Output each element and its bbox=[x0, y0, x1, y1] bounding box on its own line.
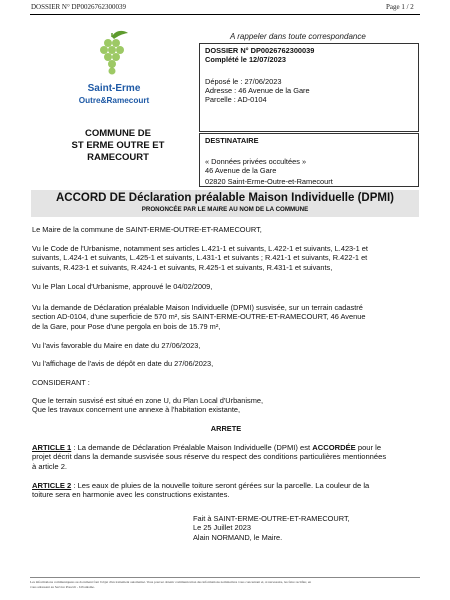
article-1 bbox=[32, 443, 420, 471]
article-1-line3: à article 2. bbox=[32, 461, 68, 471]
signature-date: Le 25 Juillet 2023 bbox=[193, 523, 251, 533]
article-1-line2: projet décrit dans la demande susvisée sous réserve du respect des conditions particulières mentionnées bbox=[32, 452, 387, 462]
article-1-text-end: pour le bbox=[355, 443, 382, 452]
commune-line1: COMMUNE DE bbox=[85, 128, 151, 139]
visa-code-line2: suivants, L.424-1 et suivants, L.425-1 et suivants, L.431-1 et suivants ; R.421-1 et suivants, R.422-1 et bbox=[32, 253, 368, 263]
footer-line1: Les informations communiquées au document font l'objet d'un traitement automatisé. Vous pouvez obtenir communication des informations nominatives vous concernant et, si nécessaire, les faire rectifier, en bbox=[30, 580, 312, 584]
maire-statement: Le Maire de la commune de SAINT-ERME-OUTRE-ET-RAMECOURT, bbox=[32, 225, 262, 234]
dossier-adresse: Adresse : 46 Avenue de la Gare bbox=[205, 86, 310, 95]
signature-place: Fait à SAINT-ERME-OUTRE-ET-RAMECOURT, bbox=[193, 514, 350, 523]
decision-subtitle: PRONONCÉE PAR LE MAIRE AU NOM DE LA COMMUNE bbox=[141, 206, 309, 213]
considerant-zone: Que le terrain susvisé est situé en zone U, du Plan Local d'Urbanisme, bbox=[32, 396, 264, 405]
visa-plu: Vu le Plan Local d'Urbanisme, approuvé le 04/02/2009, bbox=[32, 282, 213, 291]
signature-block bbox=[193, 514, 420, 542]
commune-line3: RAMECOURT bbox=[87, 152, 149, 163]
article-1-label: ARTICLE 1 bbox=[32, 443, 72, 452]
footer-divider bbox=[30, 577, 420, 578]
destinataire-street: 46 Avenue de la Gare bbox=[205, 166, 277, 175]
signature-name: Alain NORMAND, le Maire. bbox=[193, 532, 283, 542]
visa-code-line1: Vu le Code de l'Urbanisme, notamment ses articles L.421-1 et suivants, L.422-1 et suivants, L.423-1 et bbox=[32, 244, 368, 253]
destinataire-city: 02820 Saint-Erme-Outre-et-Ramecourt bbox=[205, 177, 333, 186]
article-2-label: ARTICLE 2 bbox=[32, 481, 72, 490]
considerant-annexe: Que les travaux concernent une annexe à l'habitation existante, bbox=[32, 405, 241, 414]
rappel-note: A rappeler dans toute correspondance bbox=[230, 32, 366, 41]
header-divider bbox=[30, 14, 420, 15]
visa-code-urbanisme bbox=[32, 244, 420, 272]
header-dossier-ref: DOSSIER N° DP0026762300039 bbox=[31, 3, 126, 11]
dossier-parcelle: Parcelle : AD-0104 bbox=[205, 95, 267, 104]
grape-icon bbox=[100, 31, 128, 75]
considerant-heading: CONSIDERANT : bbox=[32, 378, 90, 387]
visa-avis-maire: Vu l'avis favorable du Maire en date du 27/06/2023, bbox=[32, 341, 201, 350]
dossier-number: DOSSIER N° DP0026762300039 bbox=[205, 46, 315, 55]
dossier-depose-date: Déposé le : 27/06/2023 bbox=[205, 77, 282, 86]
dossier-info-box bbox=[199, 43, 419, 132]
header-page-number: Page 1 / 2 bbox=[386, 3, 414, 11]
commune-name bbox=[58, 128, 178, 164]
decision-title-box bbox=[31, 190, 419, 217]
decision-title: ACCORD DE Déclaration préalable Maison Individuelle (DPMI) bbox=[55, 192, 395, 204]
commune-logo bbox=[78, 25, 150, 113]
destinataire-label: DESTINATAIRE bbox=[205, 136, 259, 145]
visa-demande-line2: section AD-0104, d'une superficie de 570 m², sis SAINT-ERME-OUTRE-ET-RAMECOURT, 46 Avenue bbox=[32, 312, 366, 322]
article-2-line2: toiture sera en harmonie avec les constructions existantes. bbox=[32, 490, 230, 500]
article-1-text: : La demande de Déclaration Préalable Maison Individuelle (DPMI) est bbox=[71, 443, 313, 452]
visa-demande-line3: de la Gare, pour Pose d'une pergola en bois de 15.79 m², bbox=[32, 321, 221, 331]
destinataire-privacy-note: « Données privées occultées » bbox=[205, 157, 307, 166]
visa-code-line3: suivants, R.423-1 et suivants, R.424-1 et suivants, R.425-1 et suivants, R.431-1 et suivants, bbox=[32, 262, 333, 272]
visa-demande-line1: Vu la demande de Déclaration préalable Maison Individuelle (DPMI) susvisée, sur un terrain cadastré bbox=[32, 303, 363, 312]
logo-line1: Saint-Erme bbox=[87, 83, 141, 94]
visa-demande bbox=[32, 303, 420, 331]
footer-line2: vous adressant au Service Prescrit - Urbanisme. bbox=[30, 584, 95, 589]
article-1-decision: ACCORDÉE bbox=[312, 443, 356, 452]
logo-line2: Outre&Ramecourt bbox=[78, 96, 150, 105]
destinataire-box bbox=[199, 133, 419, 187]
footer-notice bbox=[30, 580, 420, 589]
commune-line2: ST ERME OUTRE ET bbox=[71, 140, 165, 151]
arrete-heading: ARRETE bbox=[210, 424, 242, 433]
dossier-complete-date: Complété le 12/07/2023 bbox=[205, 55, 286, 64]
article-2-text: : Les eaux de pluies de la nouvelle toiture seront gérées sur la parcelle. La couleur de la bbox=[71, 481, 370, 490]
visa-affichage: Vu l'affichage de l'avis de dépôt en date du 27/06/2023, bbox=[32, 359, 214, 368]
article-2 bbox=[32, 481, 420, 500]
